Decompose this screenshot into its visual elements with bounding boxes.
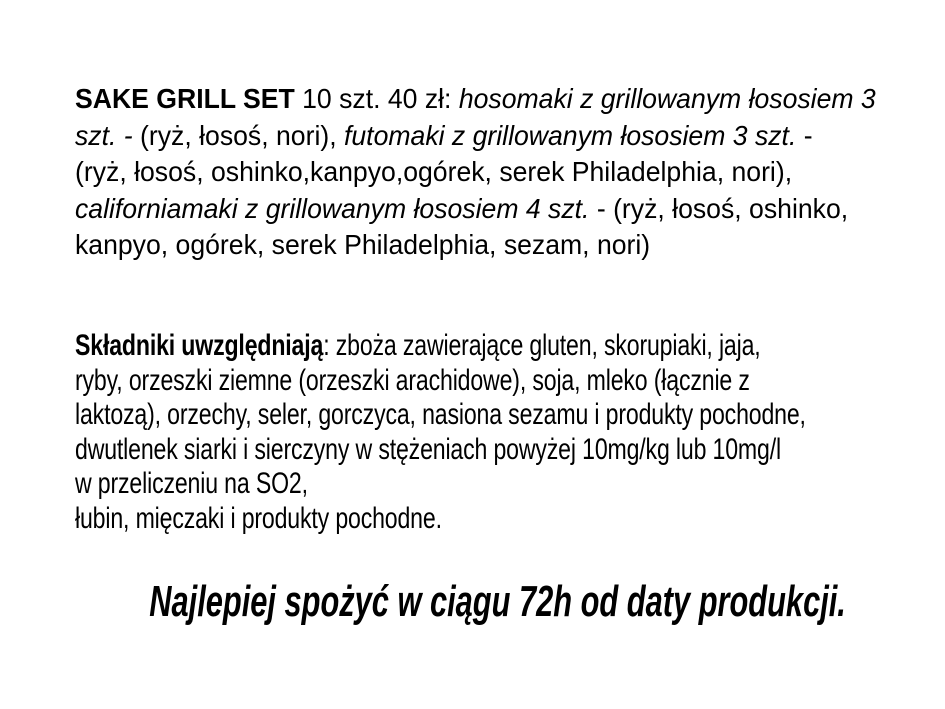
- text-segment: californiamaki z grillowanym łososiem 4 szt.: [75, 192, 590, 224]
- product-description: [75, 81, 918, 264]
- text-line: [75, 81, 876, 118]
- text-line: [75, 329, 806, 364]
- text-line: [75, 433, 806, 468]
- text-segment: : zboża zawierające gluten, skorupiaki, jaja,: [323, 329, 761, 362]
- text-segment: szt. -: [75, 119, 141, 151]
- text-line: [75, 398, 806, 433]
- text-line: [75, 118, 876, 155]
- text-line: [75, 364, 806, 399]
- text-segment: 10 szt. 40 zł:: [302, 83, 459, 114]
- text-segment: (ryż, łosoś, oshinko,kanpyo,ogórek, serek Philadelphia, nori),: [75, 156, 793, 188]
- text-line: [75, 227, 876, 264]
- text-segment: w przeliczeniu na SO2,: [75, 467, 308, 500]
- text-line: [75, 467, 806, 502]
- text-line: [75, 154, 876, 191]
- text-segment: - (ryż, łosoś, oshinko,: [589, 192, 849, 224]
- best-before-note: [0, 575, 945, 629]
- text-segment: hosomaki z grillowanym łososiem 3: [458, 83, 876, 114]
- text-segment: -: [796, 119, 813, 151]
- text-line: [75, 191, 876, 228]
- text-line: [75, 502, 806, 537]
- text-segment: dwutlenek siarki i sierczyny w stężeniach powyżej 10mg/kg lub 10mg/l: [75, 432, 781, 466]
- text-segment: futomaki z grillowanym łososiem 3 szt.: [343, 119, 797, 151]
- text-segment: Składniki uwzględniają: [75, 329, 324, 362]
- text-segment: ryby, orzeszki ziemne (orzeszki arachidowe), soja, mleko (łącznie z: [75, 363, 750, 397]
- text-segment: laktozą), orzechy, seler, gorczyca, nasiona sezamu i produkty pochodne,: [75, 398, 806, 431]
- allergen-info: [75, 329, 945, 536]
- text-segment: łubin, mięczaki i produkty pochodne.: [75, 501, 442, 535]
- text-segment: (ryż, łosoś, nori),: [140, 119, 344, 151]
- text-segment: SAKE GRILL SET: [75, 83, 303, 114]
- text-segment: kanpyo, ogórek, serek Philadelphia, sezam, nori): [75, 229, 651, 261]
- best-before-text: Najlepiej spożyć w ciągu 72h od daty produkcji.: [149, 577, 846, 626]
